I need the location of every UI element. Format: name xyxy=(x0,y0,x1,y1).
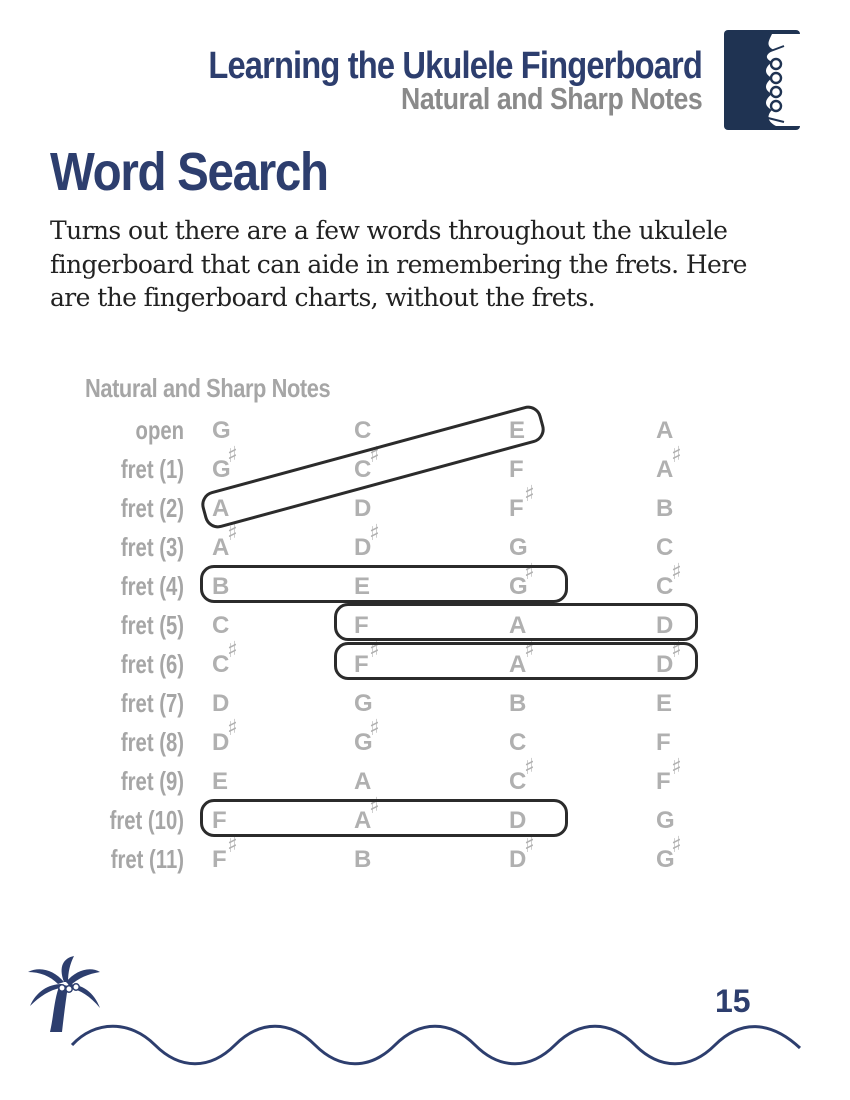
note-letter: F xyxy=(656,768,671,795)
note-letter: G xyxy=(509,573,528,600)
note-letter: A xyxy=(656,456,674,483)
note-cell xyxy=(509,690,526,718)
fret-label: fret (5) xyxy=(120,610,184,640)
fret-label: fret (8) xyxy=(120,727,184,757)
note-letter: E xyxy=(212,768,229,795)
note-letter: A xyxy=(509,651,527,678)
sharp-symbol: ♯ xyxy=(369,521,380,546)
note-letter: A xyxy=(354,807,372,834)
note-cell xyxy=(212,833,238,874)
fret-label: open xyxy=(135,415,184,445)
sharp-symbol: ♯ xyxy=(369,638,380,663)
word-box-fad xyxy=(334,603,698,641)
sharp-symbol: ♯ xyxy=(227,521,238,546)
note-letter: A xyxy=(212,495,230,522)
note-letter: G xyxy=(354,690,373,717)
note-letter: C xyxy=(656,573,674,600)
note-cell xyxy=(509,456,524,484)
note-letter: F xyxy=(656,729,671,756)
wave-border-icon xyxy=(0,1000,850,1070)
word-box-age xyxy=(198,403,548,532)
word-box-fad-sharp xyxy=(334,642,698,680)
note-cell xyxy=(212,612,229,640)
note-letter: G xyxy=(656,846,675,873)
fret-label: fret (2) xyxy=(120,493,184,523)
word-box-beg xyxy=(200,565,568,603)
note-cell xyxy=(509,833,535,874)
note-letter: C xyxy=(212,651,230,678)
sharp-symbol: ♯ xyxy=(227,833,238,858)
fret-label: fret (7) xyxy=(120,688,184,718)
note-letter: F xyxy=(354,612,369,639)
sharp-symbol: ♯ xyxy=(227,716,238,741)
note-cell xyxy=(354,690,373,718)
note-cell xyxy=(212,417,231,445)
note-letter: D xyxy=(509,846,527,873)
sharp-symbol: ♯ xyxy=(671,443,682,468)
sharp-symbol: ♯ xyxy=(227,638,238,663)
note-letter: B xyxy=(212,573,230,600)
note-letter: E xyxy=(509,417,526,444)
fingerboard-chart-title: Natural and Sharp Notes xyxy=(85,373,331,403)
note-letter: F xyxy=(212,807,227,834)
note-letter: G xyxy=(656,807,675,834)
note-letter: E xyxy=(354,573,371,600)
sharp-symbol: ♯ xyxy=(524,755,535,780)
note-cell xyxy=(509,755,535,796)
sharp-symbol: ♯ xyxy=(671,560,682,585)
word-box-fad-fret-10 xyxy=(200,799,568,837)
note-letter: A xyxy=(509,612,527,639)
note-letter: B xyxy=(656,495,674,522)
sharp-symbol: ♯ xyxy=(227,443,238,468)
header-subtitle: Natural and Sharp Notes xyxy=(400,81,702,116)
note-cell xyxy=(509,534,528,562)
note-cell xyxy=(212,690,229,718)
note-letter: D xyxy=(509,807,527,834)
note-letter: F xyxy=(354,651,369,678)
note-letter: C xyxy=(656,534,674,561)
note-cell xyxy=(656,534,673,562)
note-letter: G xyxy=(212,417,231,444)
fret-label: fret (6) xyxy=(120,649,184,679)
sharp-symbol: ♯ xyxy=(524,560,535,585)
sharp-symbol: ♯ xyxy=(369,443,380,468)
note-cell xyxy=(656,690,672,718)
note-letter: C xyxy=(354,456,372,483)
note-letter: E xyxy=(656,690,673,717)
note-letter: D xyxy=(354,534,372,561)
note-cell xyxy=(656,495,673,523)
note-letter: F xyxy=(509,495,524,522)
note-cell xyxy=(354,846,371,874)
note-cell xyxy=(656,443,682,484)
note-letter: B xyxy=(509,690,527,717)
header-title: Learning the Ukulele Fingerboard xyxy=(208,45,702,87)
sharp-symbol: ♯ xyxy=(524,638,535,663)
fret-label: fret (1) xyxy=(120,454,184,484)
note-cell xyxy=(212,768,228,796)
fret-label: fret (4) xyxy=(120,571,184,601)
note-cell xyxy=(656,417,673,445)
note-cell xyxy=(212,716,238,757)
note-cell xyxy=(509,729,526,757)
note-cell xyxy=(656,807,675,835)
sharp-symbol: ♯ xyxy=(671,833,682,858)
fret-label: fret (3) xyxy=(120,532,184,562)
note-cell xyxy=(509,482,535,523)
note-letter: C xyxy=(212,612,230,639)
note-cell xyxy=(212,638,238,679)
page-number: 15 xyxy=(715,983,751,1019)
note-cell xyxy=(354,768,371,796)
note-cell xyxy=(656,729,671,757)
note-letter: D xyxy=(656,612,674,639)
note-letter: C xyxy=(354,417,372,444)
note-letter: G xyxy=(212,456,231,483)
note-letter: F xyxy=(509,456,524,483)
note-letter: A xyxy=(354,768,372,795)
sharp-symbol: ♯ xyxy=(524,482,535,507)
note-cell xyxy=(212,521,238,562)
note-letter: D xyxy=(656,651,674,678)
note-cell xyxy=(354,417,371,445)
note-cell xyxy=(354,495,371,523)
section-heading: Word Search xyxy=(50,142,328,202)
intro-paragraph: Turns out there are a few words throughout the ukulele fingerboard that can aide in remembering the frets. Here are the fingerboard charts, without the frets. xyxy=(50,216,747,312)
note-letter: D xyxy=(212,729,230,756)
note-cell xyxy=(354,716,380,757)
note-cell xyxy=(656,833,682,874)
sharp-symbol: ♯ xyxy=(369,794,380,819)
note-cell xyxy=(656,755,682,796)
note-letter: G xyxy=(354,729,373,756)
note-letter: A xyxy=(212,534,230,561)
note-letter: C xyxy=(509,768,527,795)
note-letter: G xyxy=(509,534,528,561)
note-cell xyxy=(212,443,238,484)
sharp-symbol: ♯ xyxy=(524,833,535,858)
ukulele-neck-icon xyxy=(724,30,800,130)
note-letter: D xyxy=(354,495,372,522)
fret-label: fret (9) xyxy=(120,766,184,796)
note-letter: F xyxy=(212,846,227,873)
sharp-symbol: ♯ xyxy=(671,638,682,663)
note-letter: D xyxy=(212,690,230,717)
note-letter: A xyxy=(656,417,674,444)
fret-label: fret (10) xyxy=(109,805,184,835)
note-cell xyxy=(354,521,380,562)
sharp-symbol: ♯ xyxy=(369,716,380,741)
note-letter: C xyxy=(509,729,527,756)
note-letter: B xyxy=(354,846,372,873)
sharp-symbol: ♯ xyxy=(671,755,682,780)
fret-label: fret (11) xyxy=(110,844,184,874)
palm-tree-icon xyxy=(24,954,110,1034)
note-cell xyxy=(656,560,682,601)
